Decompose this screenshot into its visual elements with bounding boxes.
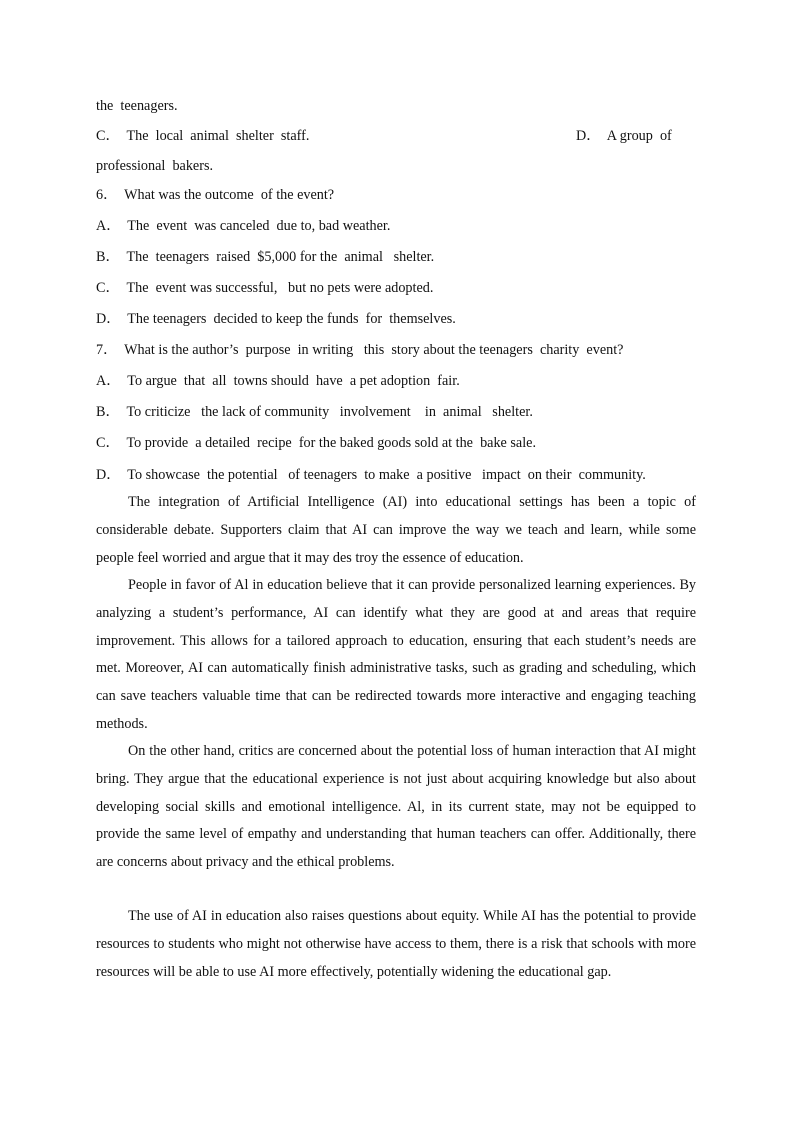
passage-paragraph-1: The integration of Artificial Intelligence (AI) into educational settings has been a topic of considerable debate. Supporters claim that AI can improve the way we teach and learn, while some people feel worried and argue that it may des troy the essence of education. (96, 494, 696, 566)
q6-stem: 6． What was the outcome of the event? (96, 187, 335, 203)
passage-paragraph-4: The use of AI in education also raises questions about equity. While AI has the potential to provide resources to students who might not otherwise have access to them, there is a risk that schools with more resources will be able to use AI more effectively, potentially widening the educational gap. (96, 908, 696, 980)
passage-paragraph-2: People in favor of Al in education believe that it can provide personalized learning experiences. By analyzing a student’s performance, AI can identify what they are good at and areas that require improvement. This allows for a tailored approach to education, ensuring that each student’s needs are met. Moreover, AI can automatically finish administrative tasks, such as grading and scheduling, which can save teachers valuable time that can be redirected towards more interactive and engaging teaching methods. (96, 577, 696, 732)
q6-option-d: D． The teenagers decided to keep the funds for themselves. (96, 311, 456, 327)
q7-option-a: A． To argue that all towns should have a pet adoption fair. (96, 373, 460, 389)
q6-option-a: A． The event was canceled due to, bad weather. (96, 218, 391, 234)
q6-option-b: B． The teenagers raised $5,000 for the animal shelter. (96, 249, 435, 265)
q5-option-c: C． The local animal shelter staff. (96, 128, 310, 144)
q7-stem: 7． What is the author’s purpose in writing this story about the teenagers charity event? (96, 342, 624, 358)
q5-option-d: D． A group of (576, 128, 672, 144)
q5-continuation: the teenagers. (96, 98, 178, 114)
q5-option-d-continuation: professional bakers. (96, 158, 214, 174)
q7-option-c: C． To provide a detailed recipe for the baked goods sold at the bake sale. (96, 435, 536, 451)
q6-option-c: C． The event was successful, but no pets were adopted. (96, 280, 434, 296)
passage-paragraph-3: On the other hand, critics are concerned about the potential loss of human interaction that AI might bring. They argue that the educational experience is not just about acquiring knowledge but also about developing social skills and emotional intelligence. Al, in its current state, may not be equipped to provide the same level of empathy and understanding that human teachers can offer. Additionally, there are concerns about privacy and the ethical problems. (96, 743, 696, 871)
q7-option-d: D． To showcase the potential of teenagers to make a positive impact on their community. (96, 467, 646, 483)
q7-option-b: B． To criticize the lack of community involvement in animal shelter. (96, 404, 533, 420)
